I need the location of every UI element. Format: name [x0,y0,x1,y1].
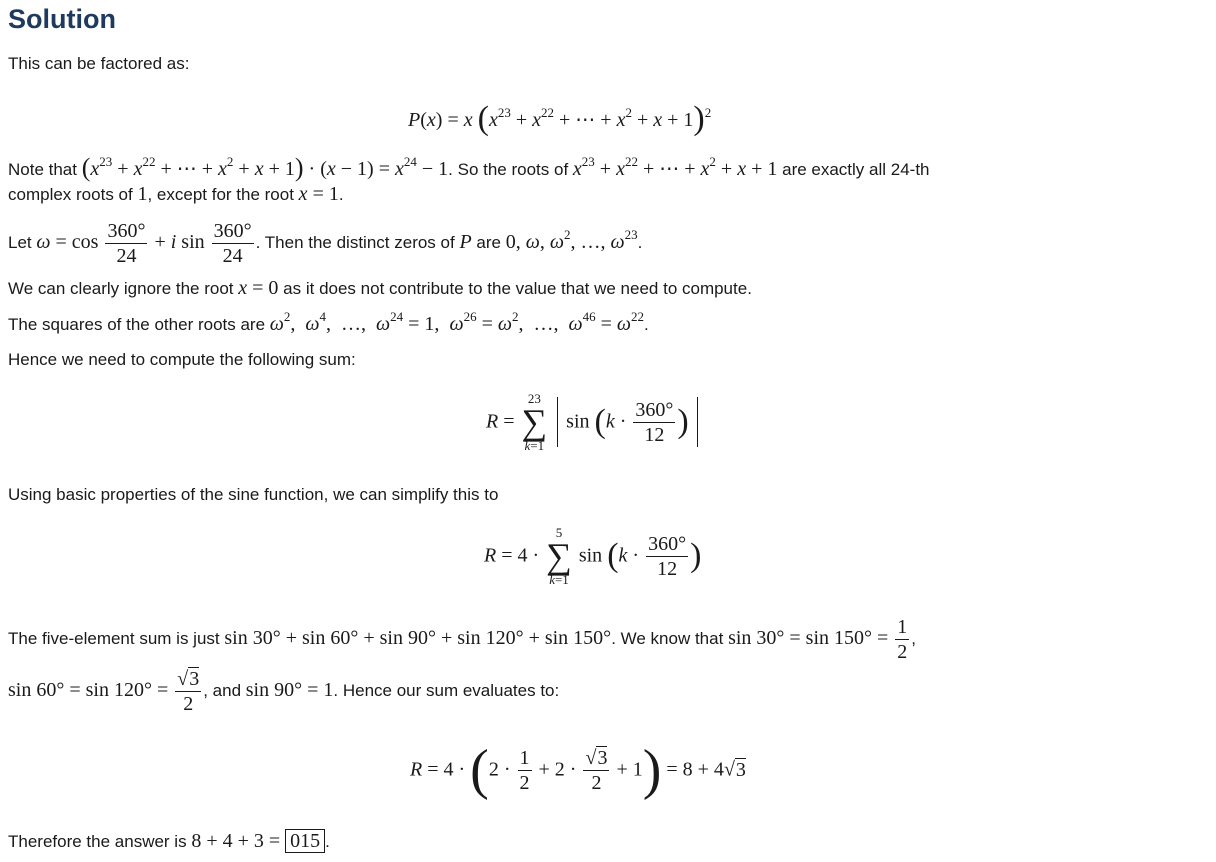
using-line: Using basic properties of the sine function, we can simplify this to [8,485,499,504]
note-line-2: complex roots of 1, except for the root x = 1. [8,183,344,205]
five-element-line: The five-element sum is just sin 30° + sin 60° + sin 90° + sin 120° + sin 150°. We know that sin 30° = sin 150° = $\frac{1}{2}$ , [8,615,917,663]
factored-equation: P(x) = x ($x^{23} + x^{22}$ + ⋯ + $x^2 + x + 1)^2$ [408,100,712,137]
sin60-line: sin 60° = sin 120° = $\frac{√3}{2}$ , and sin 90° = 1. Hence our sum evaluates to: [8,667,560,715]
final-equation: R = 4 · (2 · $\frac{1}{2}$ + 2 · $\frac{√3}{2}$ + 1) = 8 + 4√3 [410,739,746,801]
answer-line: Therefore the answer is 8 + 4 + 3 = 015 . [8,830,330,852]
solution-heading: Solution [8,4,116,34]
ignore-root-line: We can clearly ignore the root x = 0 as it does not contribute to the value that we need to compute. [8,277,752,299]
squares-line: The squares of the other roots are $\omega^2$, $\omega^4$, …, $\omega^{24} = 1$, $\omega^{26} = \omega^2$, …, $\omega^{46} = \omega^{22}$. [8,309,649,335]
let-omega-line: Let ω = cos $\frac{360^\circ}{24}$ + i sin $\frac{360^\circ}{24}$ . Then the distinct zeros of P are 0, ω, $\omega^2$, …, $\omega^{23}$. [8,219,643,267]
sum-equation-2: R = 4 · 5 ∑ k=1 sin (k · $\frac{360^\circ}{12}$ ) [484,525,702,587]
hence-line: Hence we need to compute the following sum: [8,350,356,369]
answer-box: 015 [285,829,325,853]
sum-equation-1: R = 23 ∑ k=1 sin (k · $\frac{360^\circ}{12}$ ) [486,392,701,452]
intro-text: This can be factored as: [8,54,190,73]
note-line: Note that ($x^{23} + x^{22}$ + ⋯ + $x^2 + x + 1) \cdot (x - 1) = x^{24} - 1$. So the roots of $x^{23} + x^{22}$ + ⋯ + $x^2 + x + 1$ are exactly all 24-th [8,153,930,182]
